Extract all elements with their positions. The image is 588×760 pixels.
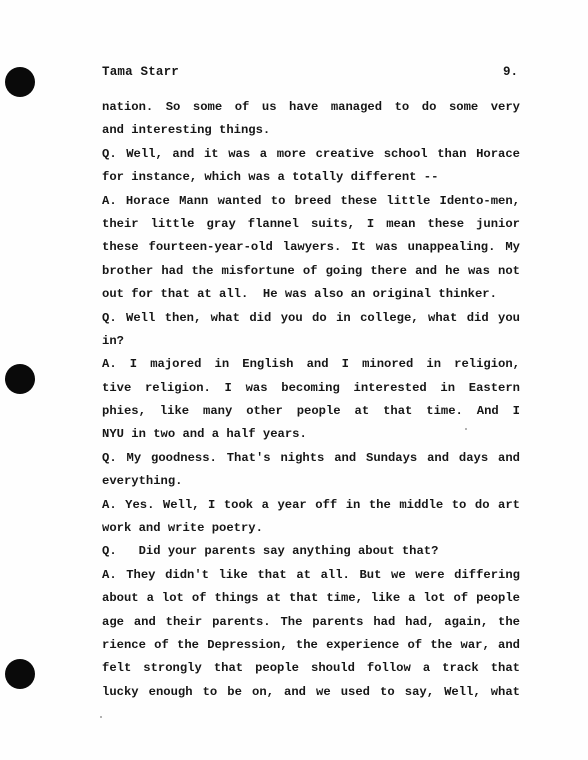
binder-hole-middle [5, 364, 35, 394]
transcript-line: these fourteen-year-old lawyers. It was unappealing. My [102, 240, 520, 255]
transcript-line: brother had the misfortune of going there and he was not [102, 263, 520, 278]
header-interviewee-name: Tama Starr [102, 65, 180, 79]
scan-speck [465, 428, 467, 430]
transcript-line: in? [102, 333, 124, 348]
transcript-line: felt strongly that people should follow a track that [102, 661, 520, 676]
binder-hole-bottom [5, 659, 35, 689]
transcript-line: NYU in two and a half years. [102, 427, 307, 442]
page-number: 9. [502, 65, 518, 79]
transcript-line: everything. [102, 474, 183, 489]
transcript-line: about a lot of things at that time, like a lot of people [102, 591, 520, 606]
transcript-line: out for that at all. He was also an original thinker. [102, 287, 497, 302]
transcript-line: Q. My goodness. That's nights and Sundays and days and [102, 450, 520, 465]
transcript-line: Q. Well, and it was a more creative school than Horace [102, 146, 520, 161]
transcript-line: Q. Well then, what did you do in college, what did you [102, 310, 520, 325]
transcript-line: A. Horace Mann wanted to breed these little Idento-men, [102, 193, 520, 208]
scan-speck [100, 716, 102, 718]
transcript-line: and interesting things. [102, 123, 271, 138]
transcript-line: A. They didn't like that at all. But we were differing [102, 567, 520, 582]
transcript-line: Q. Did your parents say anything about that? [102, 544, 439, 559]
transcript-line: age and their parents. The parents had had, again, the [102, 614, 520, 629]
transcript-body [102, 96, 520, 704]
transcript-line: nation. So some of us have managed to do some very [102, 100, 520, 114]
transcript-line: lucky enough to be on, and we used to say, Well, what [102, 684, 520, 699]
transcript-line: their little gray flannel suits, I mean these junior [102, 216, 520, 231]
binder-hole-top [5, 67, 35, 97]
transcript-line: work and write poetry. [102, 521, 263, 536]
transcript-line: phies, like many other people at that time. And I [102, 404, 520, 419]
transcript-line: tive religion. I was becoming interested in Eastern [102, 380, 520, 395]
transcript-line: rience of the Depression, the experience of the war, and [102, 637, 520, 652]
transcript-line: for instance, which was a totally different -- [102, 170, 439, 185]
transcript-line: A. Yes. Well, I took a year off in the middle to do art [102, 497, 520, 512]
transcript-line: A. I majored in English and I minored in religion, [102, 357, 520, 372]
